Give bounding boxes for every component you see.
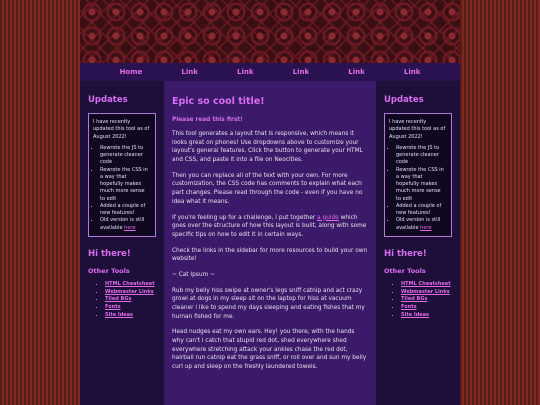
nav-link-home[interactable]: Home	[119, 68, 143, 76]
left-tool-link-webmaster-links[interactable]: Webmaster Links	[105, 288, 154, 295]
right-tool-item	[401, 281, 452, 288]
right-hi-heading: Hi there!	[384, 248, 427, 259]
content-row	[80, 81, 460, 405]
left-updates-item: • Rewrote the JS to generate cleaner code	[100, 145, 151, 167]
left-old-version-text: Old version is still available	[100, 217, 145, 231]
left-tool-item	[105, 281, 156, 288]
left-updates-heading: Updates	[88, 95, 128, 105]
right-tools-heading: Other Tools	[384, 266, 426, 275]
right-tool-item	[401, 289, 452, 296]
left-old-version-link[interactable]: here	[124, 224, 136, 231]
main-paragraph-3	[172, 214, 368, 240]
page-subtitle: Please read this first!	[172, 117, 243, 123]
right-tool-link-tiled-bgs[interactable]: Tiled BGs	[401, 296, 428, 303]
nav-link-3[interactable]: Link	[292, 68, 310, 76]
right-tool-link-site-ideas[interactable]: Site Ideas	[401, 311, 430, 318]
nav-link-2[interactable]: Link	[237, 68, 254, 76]
nav-link-4[interactable]: Link	[348, 68, 365, 76]
right-updates-item: • Rewrote the CSS in a way that hopefully makes much more sense to edit	[396, 167, 447, 203]
guide-link[interactable]: a guide	[317, 214, 339, 221]
page-title: Epic so cool title!	[172, 96, 265, 107]
left-tool-link-site-ideas[interactable]: Site Ideas	[105, 311, 134, 318]
navbar	[80, 63, 460, 81]
right-sidebar	[376, 81, 460, 405]
left-updates-box	[88, 113, 156, 237]
left-updates-intro: I have recently updated this tool as of August 2022!	[93, 119, 150, 140]
right-updates-heading: Updates	[384, 95, 424, 105]
right-tool-item	[401, 304, 452, 311]
header-banner	[80, 0, 460, 63]
left-hi-heading: Hi there!	[88, 248, 131, 259]
right-updates-item: • Rewrote the JS to generate cleaner code	[396, 145, 447, 167]
left-tool-item	[105, 312, 156, 319]
page-container	[80, 0, 460, 405]
nav-link-5[interactable]: Link	[403, 68, 421, 76]
main-paragraph-6: Rub my belly hiss swipe at owner's legs sniff catnip and act crazy growl at dogs in my sleep sit on the laptop for hiss at vacuum cleaner i like to spend my days sleeping and eating fishes that my human fished for me.	[172, 287, 365, 320]
left-tools-heading: Other Tools	[88, 266, 130, 275]
right-updates-box	[384, 113, 452, 237]
right-tool-link-webmaster-links[interactable]: Webmaster Links	[401, 288, 450, 295]
main-paragraph-5: ~ Cat Ipsum ~	[172, 271, 215, 278]
right-tool-link-html-cheatsheet[interactable]: HTML Cheatsheet	[401, 280, 451, 287]
left-tool-item	[105, 304, 156, 311]
main-paragraph-3-before: If you're feeling up for a challenge, I put together	[172, 214, 316, 221]
left-sidebar	[80, 81, 164, 405]
right-tool-item	[401, 312, 452, 319]
left-updates-list	[100, 145, 151, 232]
left-tool-item	[105, 296, 156, 303]
right-updates-list	[396, 145, 447, 232]
left-updates-item: • Rewrote the CSS in a way that hopefully makes much more sense to edit	[100, 167, 151, 203]
main-paragraph-4: Check the links in the sidebar for more resources to build your own website!	[172, 247, 368, 263]
right-old-version-link[interactable]: here	[420, 224, 432, 231]
right-tools-list	[401, 281, 452, 319]
right-tool-item	[401, 296, 452, 303]
right-tool-link-fonts[interactable]: Fonts	[401, 304, 417, 310]
main-content	[164, 81, 376, 405]
main-paragraph-7: Head nudges eat my own ears. Hey! you there, with the hands why can't i catch that stupid red dot, shed everywhere shed everywhere stretching attack your ankles chase the red dot, hairball run catnip eat the grass sniff, or roll over and sun my belly curl up and sleep on the freshly laundered towels.	[172, 329, 367, 371]
left-tool-link-html-cheatsheet[interactable]: HTML Cheatsheet	[105, 280, 155, 287]
main-paragraph-1: This tool generates a layout that is responsive, which means it looks great on phones! Use dropdowns above to customize your layout's general features. Click the button to generate your HTML and CSS, and paste it into a file on Neocities.	[172, 131, 363, 164]
left-updates-item: • Added a couple of new features!	[100, 203, 151, 218]
main-paragraph-2: Then you can replace all of the text with your own. For more customization, the CSS code has comments to explain what each part changes. Please read through the code - even if you have no idea what it means.	[172, 172, 363, 205]
left-updates-item	[100, 217, 151, 232]
left-tool-link-fonts[interactable]: Fonts	[105, 304, 121, 310]
left-tool-link-tiled-bgs[interactable]: Tiled BGs	[105, 296, 132, 303]
right-old-version-text: Old version is still available	[396, 217, 441, 231]
right-updates-item	[396, 217, 447, 232]
right-updates-item: • Added a couple of new features!	[396, 203, 447, 218]
left-tool-item	[105, 289, 156, 296]
left-tools-list	[105, 281, 156, 319]
main-paragraph-3-after: which goes over the structure of how this layout is built, along with some specific tips on how to edit it in certain ways.	[172, 214, 367, 238]
right-updates-intro: I have recently updated this tool as of August 2022!	[389, 119, 446, 140]
nav-link-1[interactable]: Link	[181, 68, 198, 76]
